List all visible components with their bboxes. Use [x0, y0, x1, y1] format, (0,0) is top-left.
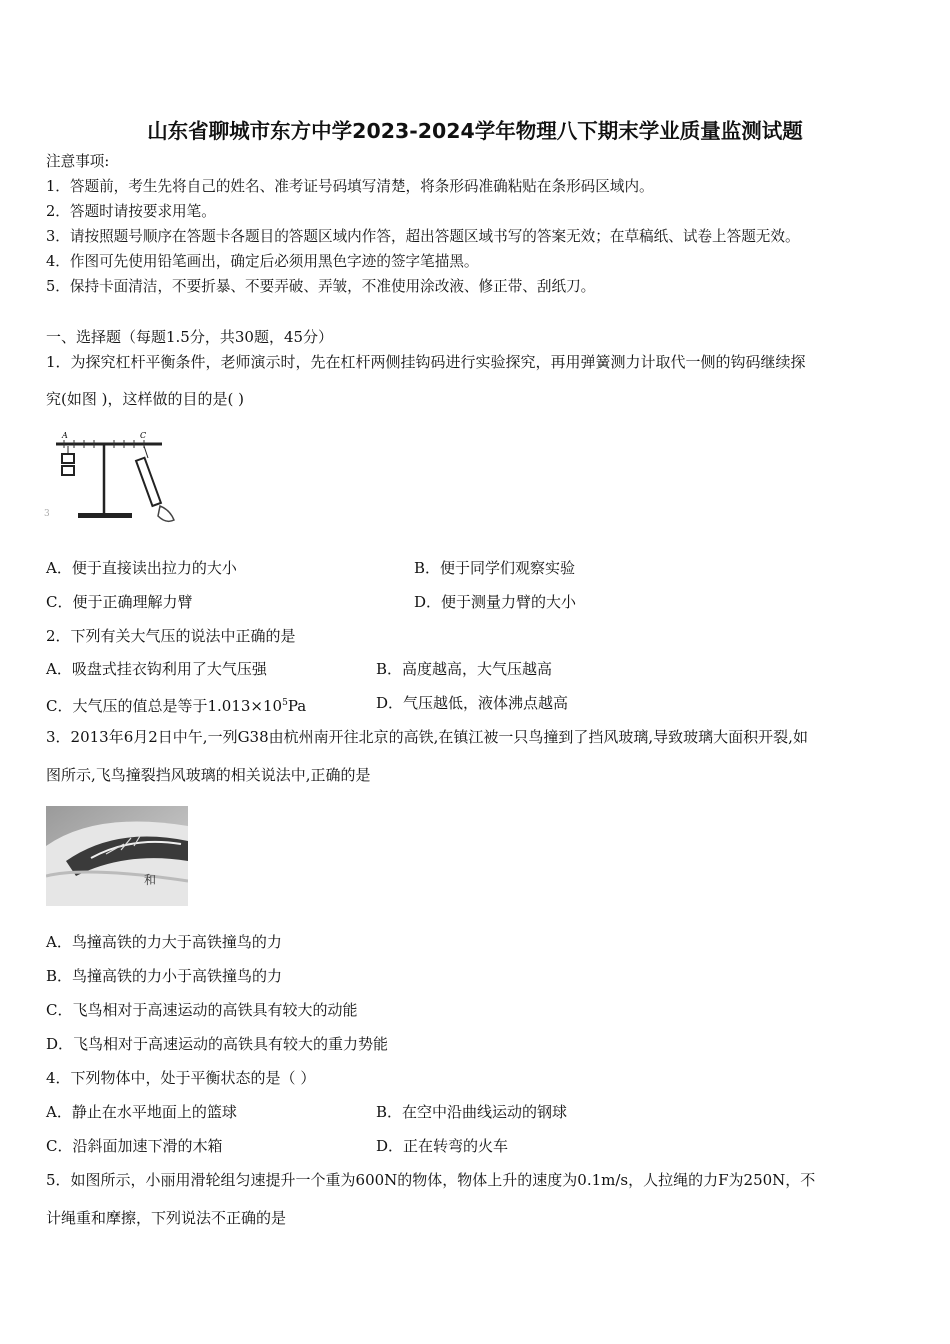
- lever-label-a: A: [62, 431, 68, 440]
- notice-item: 2．答题时请按要求用笔。: [46, 203, 216, 220]
- notice-item: 5．保持卡面清洁，不要折暴、不要弄破、弄皱，不准使用涂改液、修正带、刮纸刀。: [46, 278, 596, 295]
- q2-option-a: A．吸盘式挂衣钩利用了大气压强: [46, 660, 267, 678]
- q2-option-d: D．气压越低，液体沸点越高: [376, 694, 569, 712]
- q4-option-a: A．静止在水平地面上的篮球: [46, 1103, 237, 1121]
- notice-item: 4．作图可先使用铅笔画出，确定后必须用黑色字迹的签字笔描黑。: [46, 253, 479, 270]
- q2-option-c: C．大气压的值总是等于$1.013\times 10^5Pa$: [46, 697, 307, 715]
- q1-option-d: D．便于测量力臂的大小: [414, 593, 577, 611]
- q4-option-c: C．沿斜面加速下滑的木箱: [46, 1137, 223, 1155]
- lever-figure: [44, 428, 192, 528]
- question-5-stem-cont: 计绳重和摩擦，下列说法不正确的是: [46, 1209, 287, 1227]
- q3-option-d: D．飞鸟相对于高速运动的高铁具有较大的重力势能: [46, 1035, 389, 1053]
- train-lettering: 和: [144, 873, 157, 887]
- q4-option-b: B．在空中沿曲线运动的钢球: [376, 1103, 568, 1121]
- q2-option-b: B．高度越高，大气压越高: [376, 660, 553, 678]
- page-title: 山东省聊城市东方中学2023-2024学年物理八下期末学业质量监测试题: [147, 119, 803, 143]
- question-5-stem: 5．如图所示，小丽用滑轮组匀速提升一个重为600N的物体，物体上升的速度为0.1m/s，人拉绳的力F为250N，不: [46, 1171, 816, 1189]
- q4-option-d: D．正在转弯的火车: [376, 1137, 509, 1155]
- question-3-stem-cont: 图所示,飞鸟撞裂挡风玻璃的相关说法中,正确的是: [46, 766, 371, 784]
- question-4-stem: 4．下列物体中，处于平衡状态的是（ ）: [46, 1069, 316, 1087]
- train-photo: [46, 806, 188, 906]
- q1-option-a: A．便于直接读出拉力的大小: [46, 559, 237, 577]
- question-2-stem: 2．下列有关大气压的说法中正确的是: [46, 627, 296, 645]
- question-3-stem: 3．2013年6月2日中午,一列G38由杭州南开往北京的高铁,在镇江被一只鸟撞到了挡风玻璃,导致玻璃大面积开裂,如: [46, 728, 808, 746]
- notice-item: 3．请按照题号顺序在答题卡各题目的答题区域内作答，超出答题区域书写的答案无效；在草稿纸、试卷上答题无效。: [46, 228, 800, 245]
- q1-option-c: C．便于正确理解力臂: [46, 593, 193, 611]
- section-heading: 一、选择题（每题1.5分，共30题，45分）: [46, 328, 334, 346]
- notice-item: 1．答题前，考生先将自己的姓名、准考证号码填写清楚，将条形码准确粘贴在条形码区域内。: [46, 178, 654, 195]
- q3-option-c: C．飞鸟相对于高速运动的高铁具有较大的动能: [46, 1001, 358, 1019]
- q3-option-a: A．鸟撞高铁的力大于高铁撞鸟的力: [46, 933, 282, 951]
- notice-heading: 注意事项:: [46, 153, 110, 170]
- q1-option-b: B．便于同学们观察实验: [414, 559, 576, 577]
- lever-label-c: C: [140, 431, 147, 440]
- svg-text:3: 3: [44, 509, 50, 519]
- question-1-stem-cont: 究(如图 )，这样做的目的是( ): [46, 390, 244, 408]
- q3-option-b: B．鸟撞高铁的力小于高铁撞鸟的力: [46, 967, 283, 985]
- question-1-stem: 1．为探究杠杆平衡条件，老师演示时，先在杠杆两侧挂钩码进行实验探究，再用弹簧测力计取代一侧的钩码继续探: [46, 353, 806, 371]
